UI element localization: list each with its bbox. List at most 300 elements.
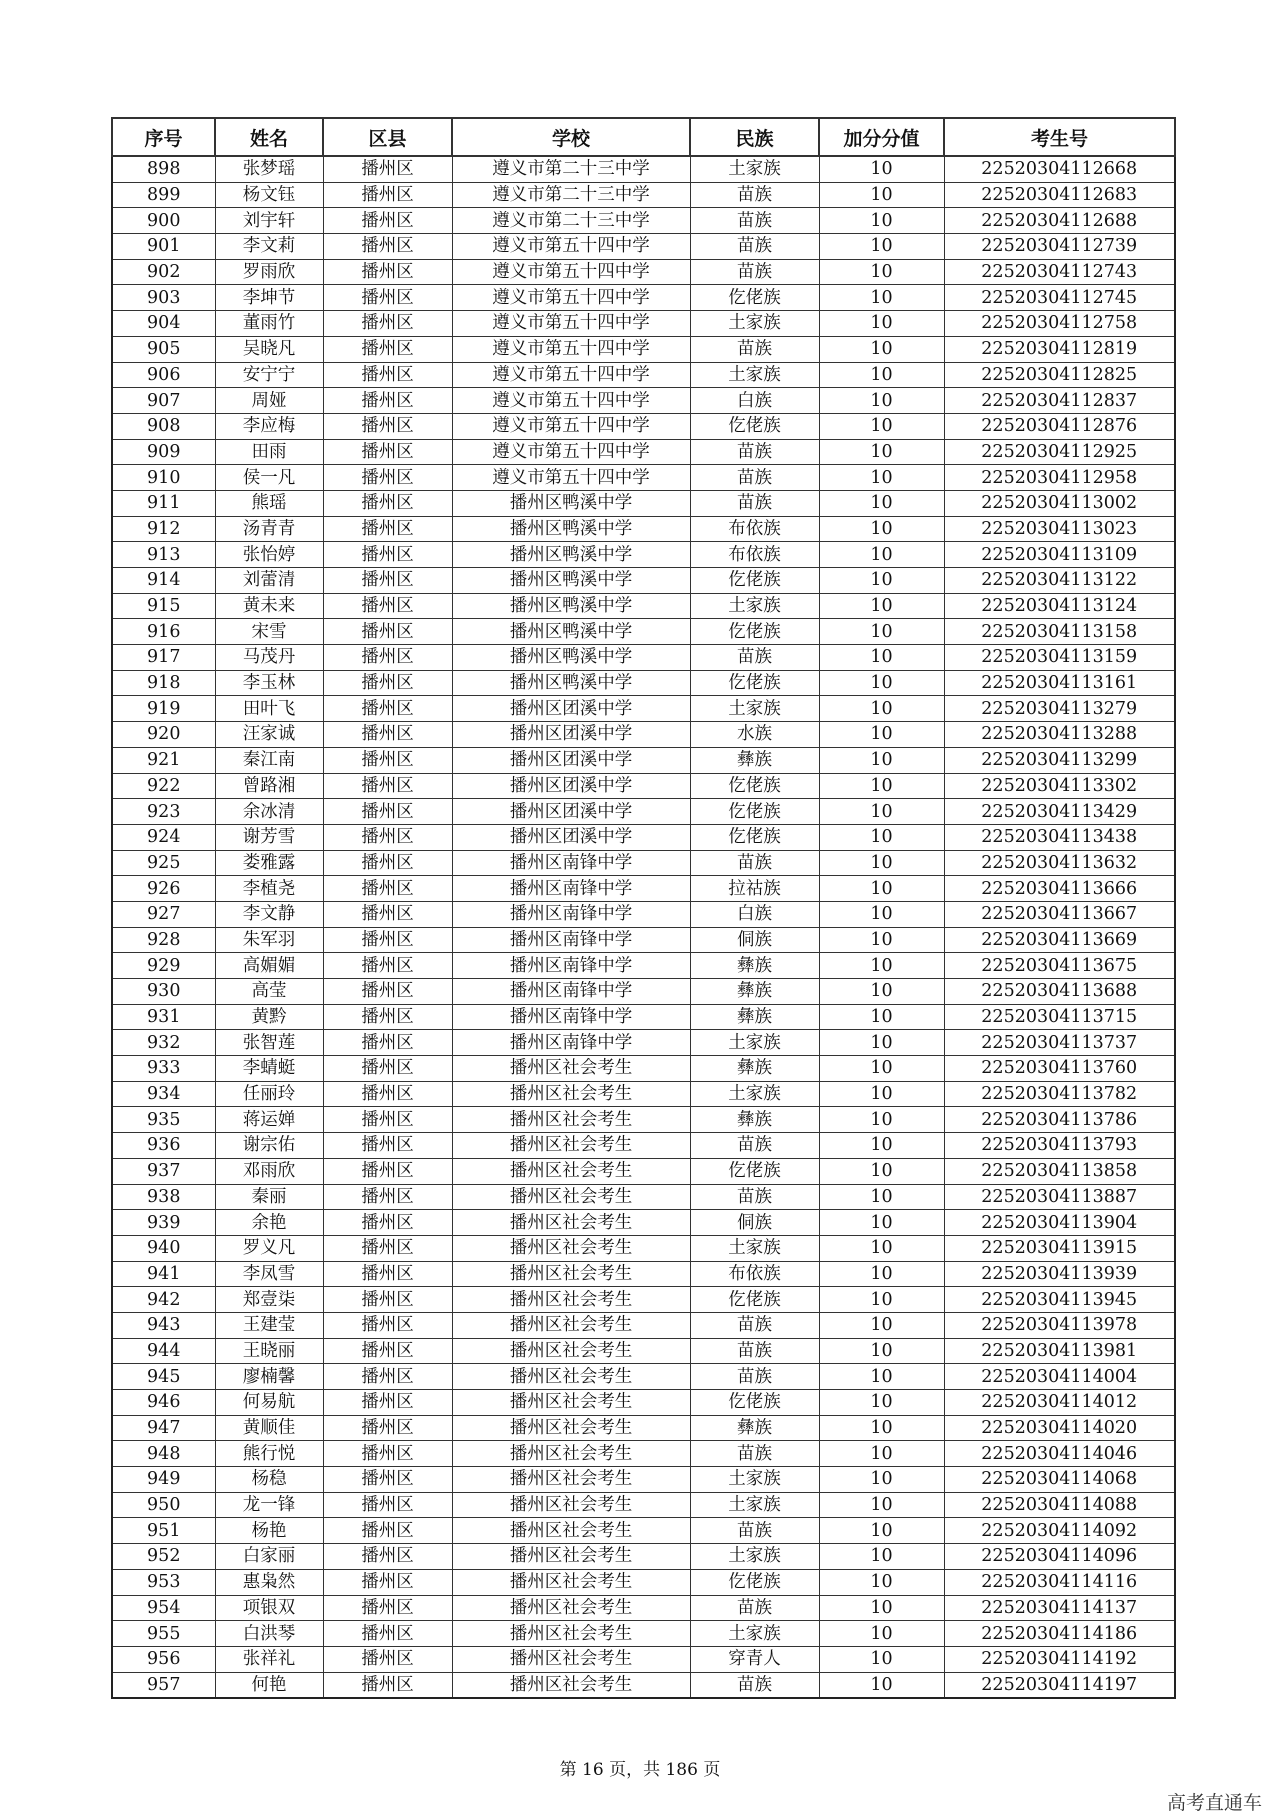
cell-district: 播州区: [323, 336, 452, 362]
cell-bonus-points: 10: [819, 645, 944, 671]
cell-district: 播州区: [323, 722, 452, 748]
cell-name: 余冰清: [215, 799, 323, 825]
cell-ethnicity: 仡佬族: [690, 1158, 819, 1184]
cell-ethnicity: 仡佬族: [690, 619, 819, 645]
cell-ethnicity: 拉祜族: [690, 876, 819, 902]
cell-district: 播州区: [323, 413, 452, 439]
cell-district: 播州区: [323, 799, 452, 825]
cell-name: 李应梅: [215, 413, 323, 439]
cell-bonus-points: 10: [819, 670, 944, 696]
cell-district: 播州区: [323, 953, 452, 979]
cell-exam-number: 22520304113978: [944, 1312, 1175, 1338]
cell-bonus-points: 10: [819, 1133, 944, 1159]
table-row: [112, 1544, 1175, 1570]
cell-name: 余艳: [215, 1210, 323, 1236]
cell-ethnicity: 布依族: [690, 516, 819, 542]
cell-exam-number: 22520304113715: [944, 1004, 1175, 1030]
cell-ethnicity: 土家族: [690, 156, 819, 182]
cell-bonus-points: 10: [819, 1544, 944, 1570]
cell-school: 播州区社会考生: [452, 1184, 690, 1210]
header-name: 姓名: [215, 118, 323, 156]
cell-district: 播州区: [323, 1646, 452, 1672]
cell-index: 946: [112, 1390, 215, 1416]
cell-bonus-points: 10: [819, 1390, 944, 1416]
cell-ethnicity: 土家族: [690, 311, 819, 337]
cell-ethnicity: 仡佬族: [690, 1287, 819, 1313]
cell-district: 播州区: [323, 1390, 452, 1416]
table-row: [112, 619, 1175, 645]
cell-index: 949: [112, 1467, 215, 1493]
cell-district: 播州区: [323, 542, 452, 568]
cell-ethnicity: 苗族: [690, 1312, 819, 1338]
cell-district: 播州区: [323, 1184, 452, 1210]
cell-school: 播州区团溪中学: [452, 696, 690, 722]
table-row: [112, 722, 1175, 748]
cell-school: 播州区社会考生: [452, 1210, 690, 1236]
cell-school: 播州区团溪中学: [452, 773, 690, 799]
cell-bonus-points: 10: [819, 336, 944, 362]
table-row: [112, 516, 1175, 542]
cell-index: 955: [112, 1621, 215, 1647]
cell-index: 929: [112, 953, 215, 979]
table-row: [112, 1672, 1175, 1698]
cell-name: 罗义凡: [215, 1235, 323, 1261]
table-row: [112, 156, 1175, 182]
cell-index: 945: [112, 1364, 215, 1390]
cell-district: 播州区: [323, 619, 452, 645]
cell-district: 播州区: [323, 1621, 452, 1647]
cell-name: 周娅: [215, 388, 323, 414]
cell-exam-number: 22520304113887: [944, 1184, 1175, 1210]
cell-ethnicity: 苗族: [690, 1595, 819, 1621]
cell-school: 播州区社会考生: [452, 1441, 690, 1467]
cell-district: 播州区: [323, 747, 452, 773]
cell-ethnicity: 土家族: [690, 1081, 819, 1107]
cell-index: 923: [112, 799, 215, 825]
cell-name: 李玉林: [215, 670, 323, 696]
cell-exam-number: 22520304112925: [944, 439, 1175, 465]
cell-ethnicity: 土家族: [690, 1492, 819, 1518]
cell-exam-number: 22520304113122: [944, 568, 1175, 594]
cell-bonus-points: 10: [819, 1467, 944, 1493]
cell-name: 张祥礼: [215, 1646, 323, 1672]
cell-bonus-points: 10: [819, 285, 944, 311]
table-row: [112, 1390, 1175, 1416]
cell-exam-number: 22520304113737: [944, 1030, 1175, 1056]
cell-school: 播州区鸭溪中学: [452, 516, 690, 542]
table-row: [112, 259, 1175, 285]
cell-exam-number: 22520304112688: [944, 208, 1175, 234]
cell-name: 田叶飞: [215, 696, 323, 722]
cell-exam-number: 22520304113161: [944, 670, 1175, 696]
cell-name: 娄雅露: [215, 850, 323, 876]
cell-index: 939: [112, 1210, 215, 1236]
cell-ethnicity: 苗族: [690, 1184, 819, 1210]
cell-school: 播州区社会考生: [452, 1235, 690, 1261]
table-row: [112, 696, 1175, 722]
cell-bonus-points: 10: [819, 593, 944, 619]
cell-bonus-points: 10: [819, 182, 944, 208]
cell-district: 播州区: [323, 465, 452, 491]
table-row: [112, 979, 1175, 1005]
cell-school: 遵义市第五十四中学: [452, 285, 690, 311]
cell-name: 熊行悦: [215, 1441, 323, 1467]
cell-exam-number: 22520304114137: [944, 1595, 1175, 1621]
cell-index: 938: [112, 1184, 215, 1210]
table-body: [112, 156, 1175, 1698]
cell-ethnicity: 仡佬族: [690, 1390, 819, 1416]
cell-district: 播州区: [323, 593, 452, 619]
cell-district: 播州区: [323, 824, 452, 850]
cell-ethnicity: 布依族: [690, 542, 819, 568]
cell-school: 播州区南锋中学: [452, 953, 690, 979]
cell-district: 播州区: [323, 1235, 452, 1261]
cell-bonus-points: 10: [819, 747, 944, 773]
table-row: [112, 1235, 1175, 1261]
cell-school: 播州区社会考生: [452, 1621, 690, 1647]
cell-exam-number: 22520304112739: [944, 234, 1175, 260]
table-row: [112, 336, 1175, 362]
cell-school: 播州区社会考生: [452, 1133, 690, 1159]
cell-index: 947: [112, 1415, 215, 1441]
cell-ethnicity: 苗族: [690, 182, 819, 208]
cell-bonus-points: 10: [819, 1056, 944, 1082]
cell-index: 901: [112, 234, 215, 260]
cell-bonus-points: 10: [819, 1672, 944, 1698]
cell-exam-number: 22520304112745: [944, 285, 1175, 311]
table-row: [112, 1312, 1175, 1338]
cell-district: 播州区: [323, 1467, 452, 1493]
cell-district: 播州区: [323, 1030, 452, 1056]
cell-exam-number: 22520304114092: [944, 1518, 1175, 1544]
cell-district: 播州区: [323, 1544, 452, 1570]
cell-district: 播州区: [323, 1364, 452, 1390]
cell-district: 播州区: [323, 311, 452, 337]
cell-bonus-points: 10: [819, 1107, 944, 1133]
table-row: [112, 824, 1175, 850]
cell-index: 909: [112, 439, 215, 465]
cell-ethnicity: 土家族: [690, 1235, 819, 1261]
cell-bonus-points: 10: [819, 1441, 944, 1467]
cell-index: 898: [112, 156, 215, 182]
cell-school: 播州区南锋中学: [452, 979, 690, 1005]
cell-name: 李坤节: [215, 285, 323, 311]
cell-exam-number: 22520304114186: [944, 1621, 1175, 1647]
cell-district: 播州区: [323, 1056, 452, 1082]
cell-school: 播州区社会考生: [452, 1312, 690, 1338]
cell-district: 播州区: [323, 490, 452, 516]
cell-ethnicity: 苗族: [690, 850, 819, 876]
table-row: [112, 645, 1175, 671]
cell-district: 播州区: [323, 285, 452, 311]
cell-bonus-points: 10: [819, 1158, 944, 1184]
cell-district: 播州区: [323, 1133, 452, 1159]
cell-exam-number: 22520304113023: [944, 516, 1175, 542]
cell-index: 908: [112, 413, 215, 439]
cell-bonus-points: 10: [819, 1595, 944, 1621]
cell-bonus-points: 10: [819, 208, 944, 234]
cell-district: 播州区: [323, 182, 452, 208]
cell-name: 惠枭然: [215, 1569, 323, 1595]
table-row: [112, 1441, 1175, 1467]
cell-ethnicity: 苗族: [690, 259, 819, 285]
cell-school: 播州区社会考生: [452, 1544, 690, 1570]
cell-school: 播州区鸭溪中学: [452, 645, 690, 671]
table-row: [112, 670, 1175, 696]
cell-name: 何易航: [215, 1390, 323, 1416]
cell-name: 刘蕾清: [215, 568, 323, 594]
cell-name: 马茂丹: [215, 645, 323, 671]
cell-district: 播州区: [323, 516, 452, 542]
cell-school: 遵义市第二十三中学: [452, 182, 690, 208]
cell-bonus-points: 10: [819, 490, 944, 516]
cell-ethnicity: 白族: [690, 388, 819, 414]
cell-exam-number: 22520304113904: [944, 1210, 1175, 1236]
cell-district: 播州区: [323, 876, 452, 902]
cell-index: 906: [112, 362, 215, 388]
cell-index: 931: [112, 1004, 215, 1030]
cell-exam-number: 22520304113675: [944, 953, 1175, 979]
cell-bonus-points: 10: [819, 1261, 944, 1287]
cell-school: 播州区南锋中学: [452, 850, 690, 876]
cell-name: 何艳: [215, 1672, 323, 1698]
table-row: [112, 1287, 1175, 1313]
cell-district: 播州区: [323, 1312, 452, 1338]
cell-ethnicity: 彝族: [690, 979, 819, 1005]
cell-bonus-points: 10: [819, 1621, 944, 1647]
cell-index: 921: [112, 747, 215, 773]
cell-exam-number: 22520304114020: [944, 1415, 1175, 1441]
cell-index: 902: [112, 259, 215, 285]
cell-index: 940: [112, 1235, 215, 1261]
cell-exam-number: 22520304113109: [944, 542, 1175, 568]
cell-index: 913: [112, 542, 215, 568]
cell-index: 942: [112, 1287, 215, 1313]
cell-bonus-points: 10: [819, 1492, 944, 1518]
table-row: [112, 1210, 1175, 1236]
cell-index: 918: [112, 670, 215, 696]
cell-name: 高莹: [215, 979, 323, 1005]
cell-name: 汤青青: [215, 516, 323, 542]
cell-school: 遵义市第五十四中学: [452, 311, 690, 337]
cell-bonus-points: 10: [819, 1004, 944, 1030]
cell-ethnicity: 土家族: [690, 1621, 819, 1647]
cell-district: 播州区: [323, 850, 452, 876]
cell-bonus-points: 10: [819, 876, 944, 902]
cell-bonus-points: 10: [819, 1184, 944, 1210]
table-row: [112, 1184, 1175, 1210]
cell-ethnicity: 苗族: [690, 1338, 819, 1364]
cell-name: 董雨竹: [215, 311, 323, 337]
cell-school: 遵义市第五十四中学: [452, 465, 690, 491]
cell-index: 954: [112, 1595, 215, 1621]
cell-name: 侯一凡: [215, 465, 323, 491]
table-row: [112, 1338, 1175, 1364]
cell-name: 杨文钰: [215, 182, 323, 208]
cell-exam-number: 22520304113002: [944, 490, 1175, 516]
cell-exam-number: 22520304113786: [944, 1107, 1175, 1133]
cell-name: 宋雪: [215, 619, 323, 645]
cell-ethnicity: 苗族: [690, 1441, 819, 1467]
cell-district: 播州区: [323, 1081, 452, 1107]
cell-exam-number: 22520304113299: [944, 747, 1175, 773]
cell-name: 白洪琴: [215, 1621, 323, 1647]
cell-exam-number: 22520304112825: [944, 362, 1175, 388]
cell-name: 高媚媚: [215, 953, 323, 979]
cell-ethnicity: 仡佬族: [690, 285, 819, 311]
table-row: [112, 285, 1175, 311]
page-number: 第 16 页，共 186 页: [559, 1760, 721, 1780]
cell-exam-number: 22520304113279: [944, 696, 1175, 722]
cell-school: 遵义市第五十四中学: [452, 259, 690, 285]
cell-exam-number: 22520304114046: [944, 1441, 1175, 1467]
cell-bonus-points: 10: [819, 516, 944, 542]
cell-name: 黄未来: [215, 593, 323, 619]
cell-index: 920: [112, 722, 215, 748]
cell-exam-number: 22520304113939: [944, 1261, 1175, 1287]
cell-index: 956: [112, 1646, 215, 1672]
table-row: [112, 773, 1175, 799]
cell-ethnicity: 彝族: [690, 1004, 819, 1030]
cell-index: 928: [112, 927, 215, 953]
cell-ethnicity: 仡佬族: [690, 413, 819, 439]
cell-district: 播州区: [323, 1415, 452, 1441]
table-row: [112, 1364, 1175, 1390]
table-row: [112, 568, 1175, 594]
cell-school: 播州区鸭溪中学: [452, 568, 690, 594]
cell-school: 遵义市第五十四中学: [452, 362, 690, 388]
cell-name: 龙一锋: [215, 1492, 323, 1518]
cell-district: 播州区: [323, 1672, 452, 1698]
cell-bonus-points: 10: [819, 1569, 944, 1595]
cell-name: 秦江南: [215, 747, 323, 773]
header-index: 序号: [112, 118, 215, 156]
table-row: [112, 1467, 1175, 1493]
cell-bonus-points: 10: [819, 1210, 944, 1236]
cell-school: 播州区社会考生: [452, 1672, 690, 1698]
table-row: [112, 465, 1175, 491]
cell-name: 黄黔: [215, 1004, 323, 1030]
cell-ethnicity: 土家族: [690, 1467, 819, 1493]
cell-school: 播州区社会考生: [452, 1467, 690, 1493]
cell-bonus-points: 10: [819, 311, 944, 337]
cell-district: 播州区: [323, 696, 452, 722]
cell-index: 905: [112, 336, 215, 362]
cell-exam-number: 22520304113288: [944, 722, 1175, 748]
cell-ethnicity: 布依族: [690, 1261, 819, 1287]
watermark-text: 高考直通车: [1166, 1792, 1262, 1814]
cell-name: 朱军羽: [215, 927, 323, 953]
cell-index: 930: [112, 979, 215, 1005]
cell-ethnicity: 苗族: [690, 490, 819, 516]
cell-index: 936: [112, 1133, 215, 1159]
table-row: [112, 1004, 1175, 1030]
cell-school: 遵义市第五十四中学: [452, 413, 690, 439]
table-row: [112, 490, 1175, 516]
cell-name: 邓雨欣: [215, 1158, 323, 1184]
cell-ethnicity: 彝族: [690, 953, 819, 979]
table-row: [112, 1415, 1175, 1441]
table-row: [112, 542, 1175, 568]
cell-name: 熊瑶: [215, 490, 323, 516]
table-row: [112, 1081, 1175, 1107]
table-row: [112, 876, 1175, 902]
cell-name: 吴晓凡: [215, 336, 323, 362]
cell-district: 播州区: [323, 773, 452, 799]
cell-exam-number: 22520304112958: [944, 465, 1175, 491]
cell-bonus-points: 10: [819, 773, 944, 799]
cell-school: 播州区社会考生: [452, 1338, 690, 1364]
cell-name: 项银双: [215, 1595, 323, 1621]
cell-name: 李文静: [215, 901, 323, 927]
cell-index: 911: [112, 490, 215, 516]
cell-school: 播州区社会考生: [452, 1107, 690, 1133]
cell-bonus-points: 10: [819, 362, 944, 388]
cell-bonus-points: 10: [819, 234, 944, 260]
cell-name: 李凤雪: [215, 1261, 323, 1287]
candidates-table: [111, 117, 1176, 1699]
cell-school: 遵义市第五十四中学: [452, 234, 690, 260]
table-row: [112, 901, 1175, 927]
cell-index: 933: [112, 1056, 215, 1082]
cell-name: 杨艳: [215, 1518, 323, 1544]
cell-exam-number: 22520304112668: [944, 156, 1175, 182]
cell-name: 张智莲: [215, 1030, 323, 1056]
cell-bonus-points: 10: [819, 439, 944, 465]
table-row: [112, 234, 1175, 260]
cell-exam-number: 22520304112837: [944, 388, 1175, 414]
table-row: [112, 1595, 1175, 1621]
cell-name: 白家丽: [215, 1544, 323, 1570]
cell-bonus-points: 10: [819, 850, 944, 876]
cell-school: 播州区社会考生: [452, 1390, 690, 1416]
table-row: [112, 1492, 1175, 1518]
cell-district: 播州区: [323, 234, 452, 260]
cell-exam-number: 22520304114012: [944, 1390, 1175, 1416]
header-ethnicity: 民族: [690, 118, 819, 156]
table-row: [112, 747, 1175, 773]
cell-name: 王建莹: [215, 1312, 323, 1338]
cell-bonus-points: 10: [819, 619, 944, 645]
cell-school: 播州区团溪中学: [452, 824, 690, 850]
cell-name: 曾路湘: [215, 773, 323, 799]
header-row: [112, 118, 1175, 156]
cell-index: 919: [112, 696, 215, 722]
cell-name: 罗雨欣: [215, 259, 323, 285]
cell-ethnicity: 土家族: [690, 696, 819, 722]
cell-exam-number: 22520304114096: [944, 1544, 1175, 1570]
cell-name: 谢芳雪: [215, 824, 323, 850]
table-row: [112, 1056, 1175, 1082]
cell-school: 播州区团溪中学: [452, 747, 690, 773]
cell-bonus-points: 10: [819, 568, 944, 594]
cell-index: 914: [112, 568, 215, 594]
cell-index: 952: [112, 1544, 215, 1570]
cell-name: 黄顺佳: [215, 1415, 323, 1441]
cell-bonus-points: 10: [819, 1235, 944, 1261]
cell-bonus-points: 10: [819, 696, 944, 722]
cell-ethnicity: 苗族: [690, 1133, 819, 1159]
cell-bonus-points: 10: [819, 156, 944, 182]
cell-index: 944: [112, 1338, 215, 1364]
cell-ethnicity: 穿青人: [690, 1646, 819, 1672]
cell-index: 957: [112, 1672, 215, 1698]
cell-district: 播州区: [323, 1338, 452, 1364]
cell-district: 播州区: [323, 156, 452, 182]
table-row: [112, 362, 1175, 388]
cell-ethnicity: 苗族: [690, 439, 819, 465]
cell-district: 播州区: [323, 927, 452, 953]
